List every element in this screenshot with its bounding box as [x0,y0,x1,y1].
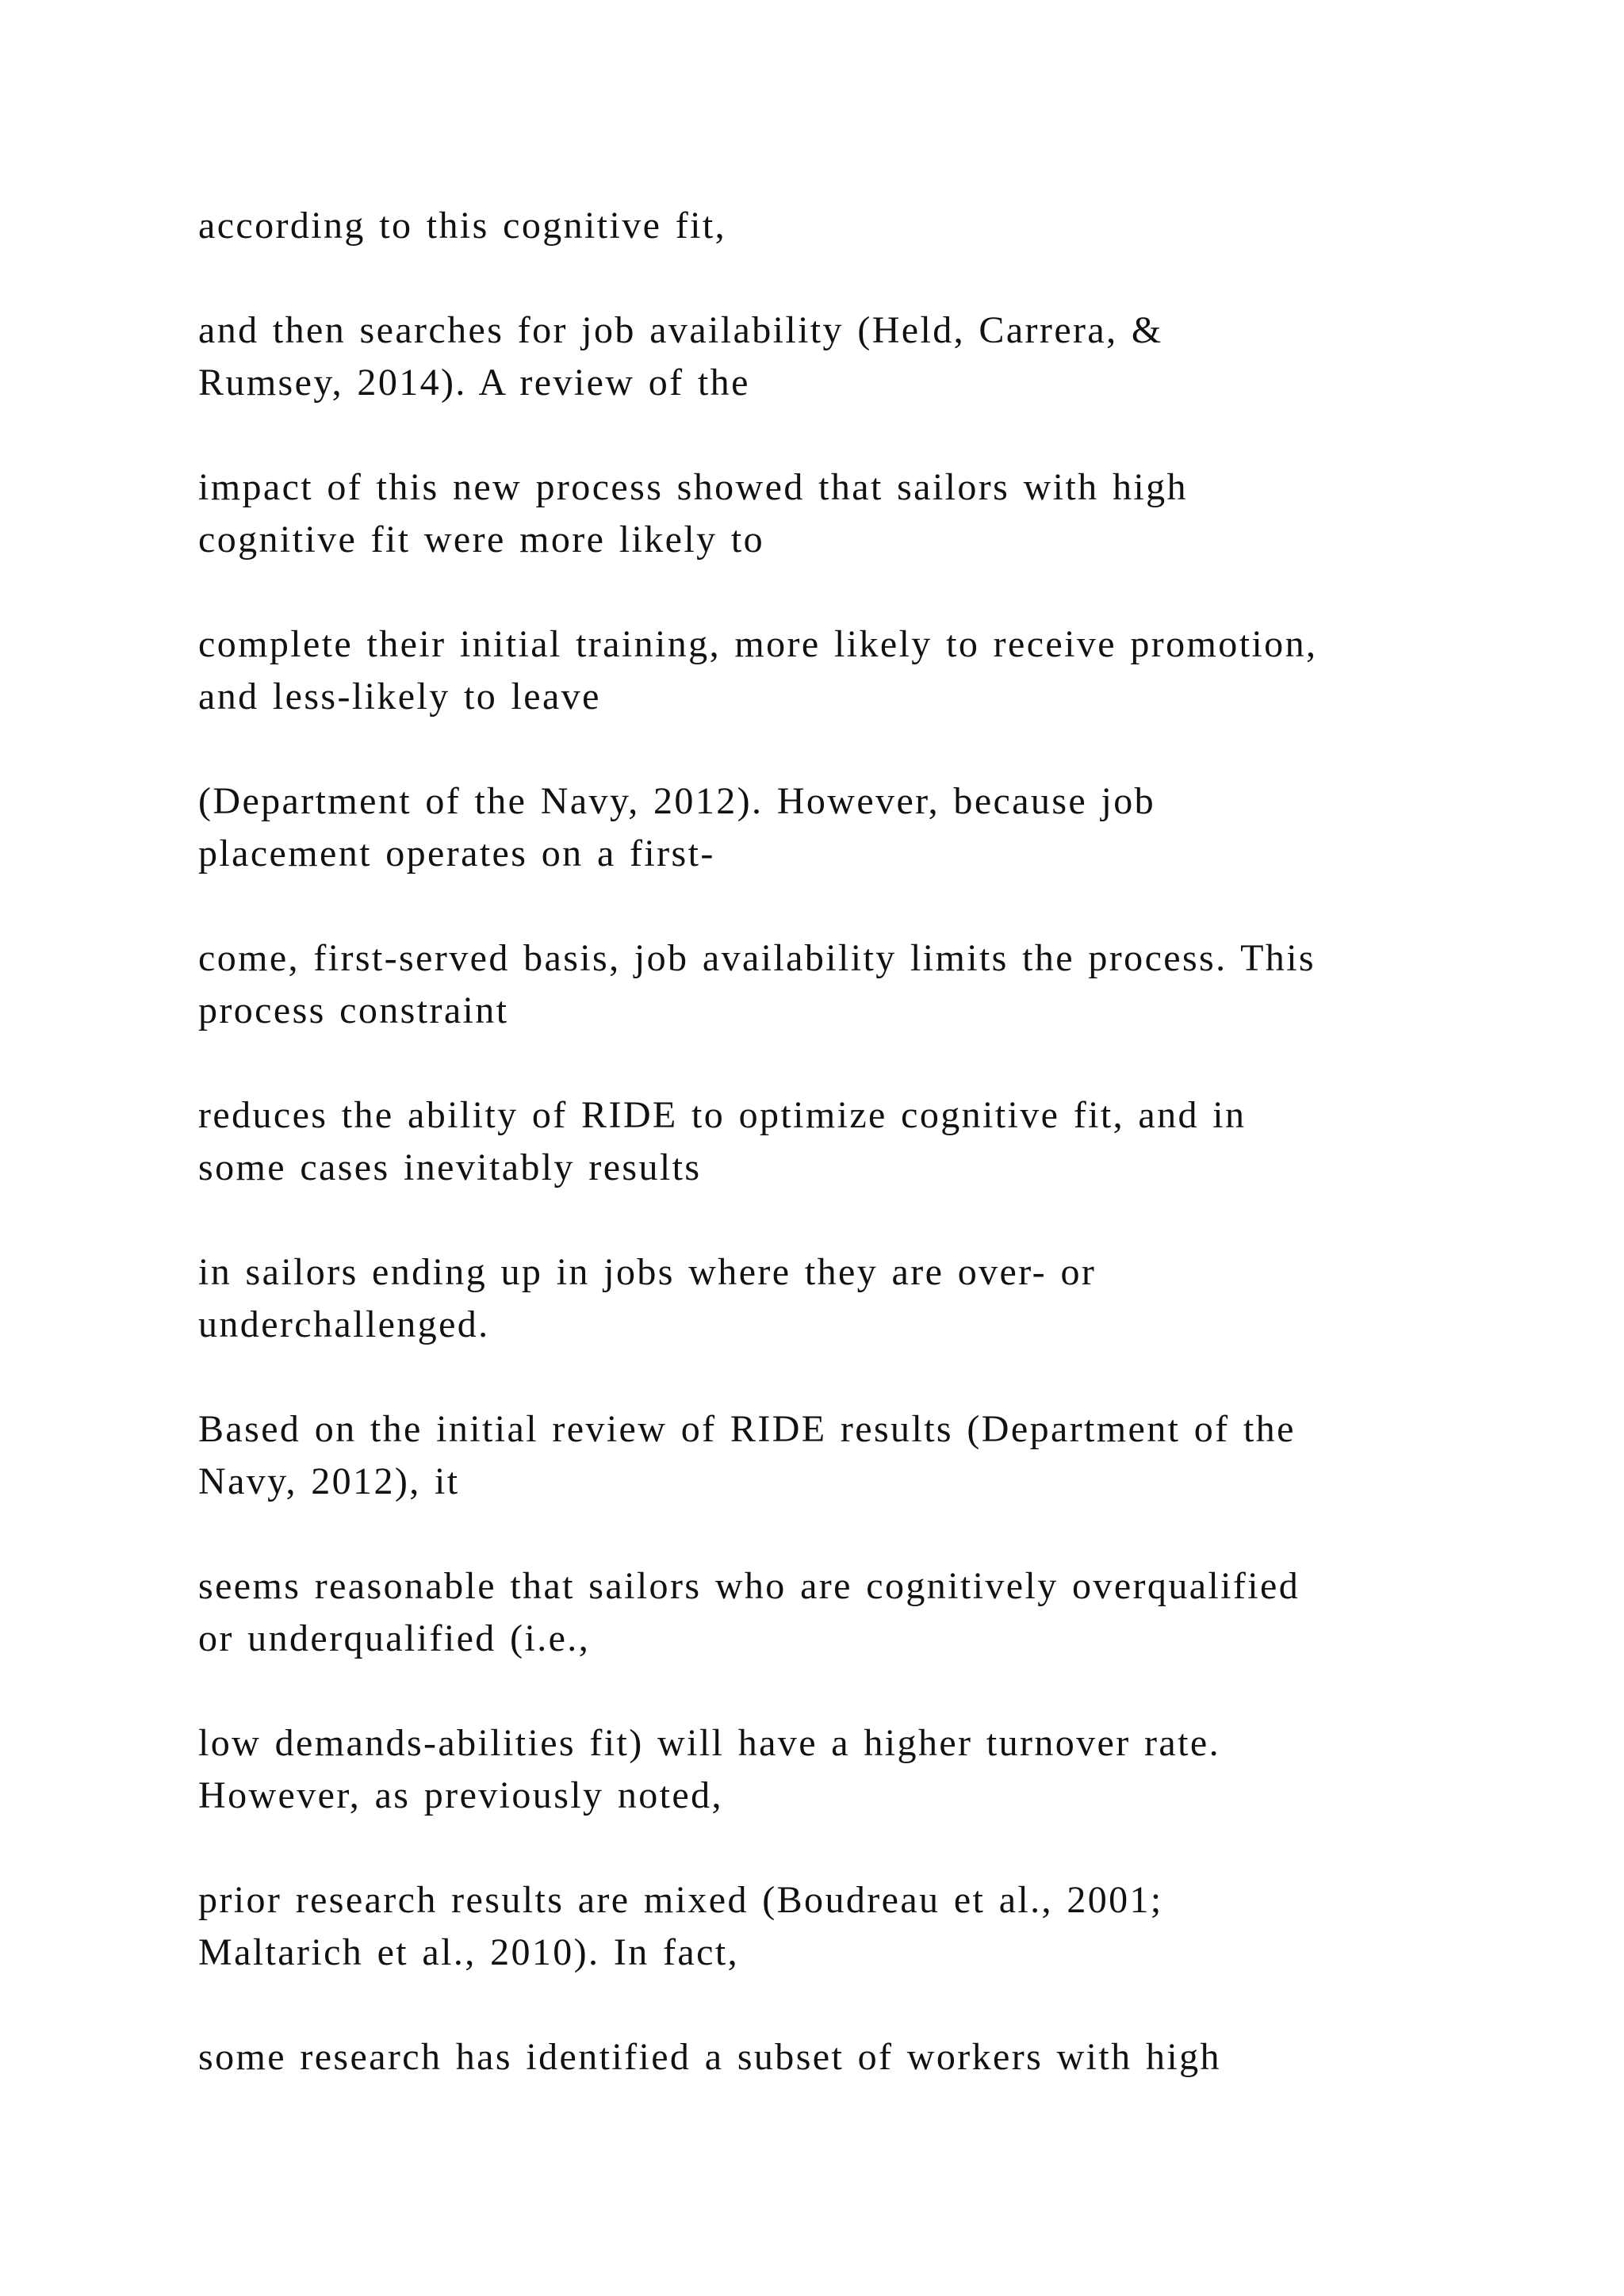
text-line: Maltarich et al., 2010). In fact, [198,1931,739,1973]
paragraph-10 [198,1560,1467,1665]
text-line: Based on the initial review of RIDE results (Department of the [198,1408,1296,1450]
paragraph-11 [198,1717,1467,1822]
paragraph-9 [198,1403,1467,1508]
text-line: process constraint [198,989,509,1031]
text-line: (Department of the Navy, 2012). However, because job [198,780,1156,822]
text-line: Rumsey, 2014). A review of the [198,362,750,404]
text-line: low demands-abilities fit) will have a higher turnover rate. [198,1722,1220,1764]
text-line: reduces the ability of RIDE to optimize cognitive fit, and in [198,1094,1247,1136]
paragraph-13 [198,2031,1467,2084]
text-line: and less-likely to leave [198,675,601,718]
text-line: some research has identified a subset of workers with high [198,2036,1221,2078]
paragraph-2 [198,304,1467,409]
paragraph-4 [198,618,1467,723]
text-line: or underqualified (i.e., [198,1617,591,1659]
text-line: in sailors ending up in jobs where they are over- or [198,1251,1097,1293]
text-line: impact of this new process showed that sailors with high [198,466,1188,508]
paragraph-8 [198,1246,1467,1351]
text-line: seems reasonable that sailors who are cognitively overqualified [198,1565,1300,1607]
paragraph-7 [198,1089,1467,1194]
paragraph-1 [198,200,1467,252]
text-line: cognitive fit were more likely to [198,519,765,561]
paragraph-12 [198,1874,1467,1979]
text-line: However, as previously noted, [198,1774,723,1816]
text-line: prior research results are mixed (Boudreau et al., 2001; [198,1879,1163,1921]
text-line: come, first-served basis, job availability limits the process. This [198,937,1316,979]
text-line: some cases inevitably results [198,1146,702,1188]
text-line: complete their initial training, more likely to receive promotion, [198,623,1318,665]
paragraph-5 [198,775,1467,880]
paragraph-6 [198,932,1467,1037]
text-line: underchallenged. [198,1303,490,1345]
text-line: according to this cognitive fit, [198,205,726,247]
text-line: and then searches for job availability (Held, Carrera, & [198,309,1163,351]
text-line: Navy, 2012), it [198,1460,460,1502]
text-line: placement operates on a first- [198,832,715,874]
paragraph-3 [198,461,1467,566]
document-body [198,200,1467,2136]
